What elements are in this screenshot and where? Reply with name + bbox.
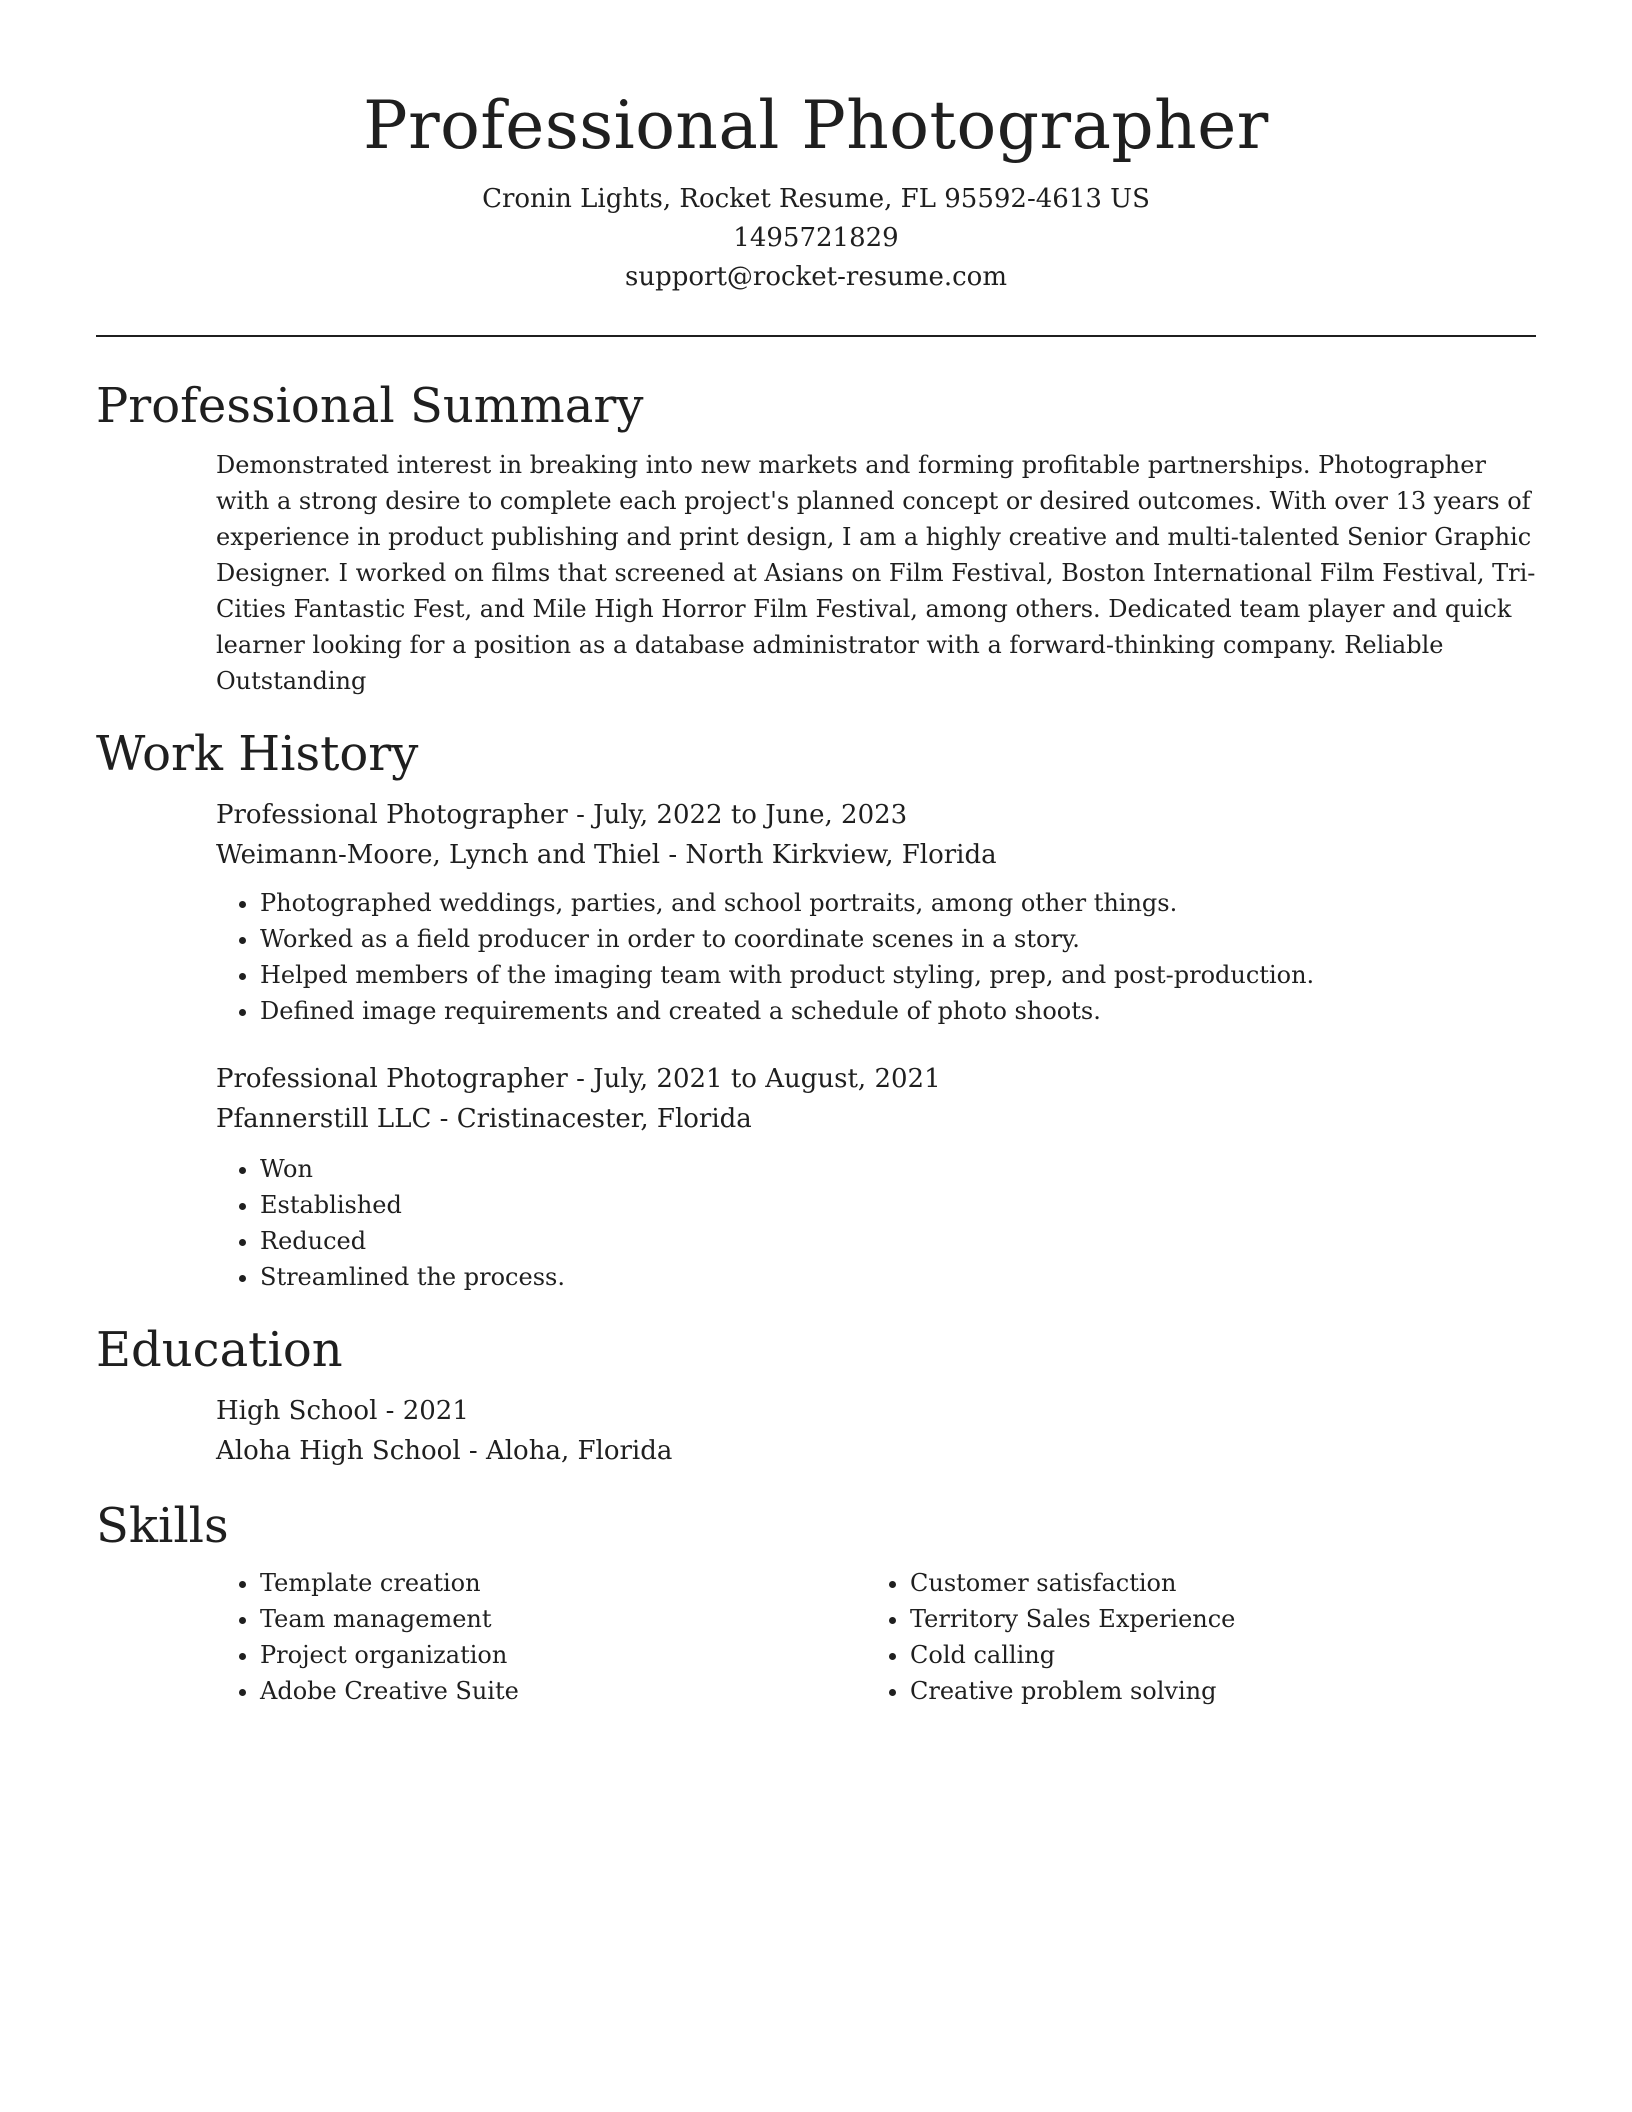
education-location: Aloha, Florida — [485, 1436, 673, 1466]
education-separator: - — [468, 1436, 486, 1466]
list-item: • Photographed weddings, parties, and school portraits, among other things. — [260, 885, 1536, 921]
education-school: Aloha High School — [216, 1436, 461, 1466]
education-degree: High School — [216, 1396, 378, 1426]
job-bullets — [216, 1151, 1536, 1295]
skills-title: Skills — [96, 1498, 229, 1554]
skill-item: • Team management — [260, 1601, 866, 1637]
list-item: • Established — [260, 1187, 1536, 1223]
job-company-line — [216, 835, 1536, 875]
work-history-title: Work History — [96, 726, 419, 782]
job-dates: July, 2022 to June, 2023 — [593, 800, 908, 830]
skill-item: • Creative problem solving — [910, 1673, 1516, 1709]
job-role: Professional Photographer — [216, 1064, 568, 1094]
skills-body — [96, 1565, 1536, 1709]
list-item: • Streamlined the process. — [260, 1259, 1536, 1295]
skill-item: • Project organization — [260, 1637, 866, 1673]
job-bullets — [216, 885, 1536, 1029]
list-item: • Won — [260, 1151, 1536, 1187]
job-separator: - — [576, 1064, 594, 1094]
education-body — [96, 1391, 1536, 1471]
education-school-line — [216, 1431, 1536, 1471]
list-item: • Helped members of the imaging team with product styling, prep, and post-production. — [260, 957, 1536, 993]
candidate-name: Professional Photographer — [363, 87, 1269, 164]
work-history-section — [96, 723, 1536, 1295]
summary-text: Demonstrated interest in breaking into new markets and forming profitable partnerships. Photographer with a strong desire to complete each project's planned concept or desired outcomes. With over 13 years of experience in product publishing and print design, I am a highly creative and multi-talented Senior Graphic Designer. I worked on films that screened at Asians on Film Festival, Boston International Film Festival, Tri-Cities Fantastic Fest, and Mile High Horror Film Festival, among others. Dedicated team player and quick learner looking for a position as a database administrator with a forward-thinking company. Reliable Outstanding — [216, 451, 1536, 695]
job-title-line — [216, 795, 1536, 835]
education-year: 2021 — [402, 1396, 469, 1426]
job-company: Weimann-Moore, Lynch and Thiel — [216, 840, 661, 870]
skill-item: • Cold calling — [910, 1637, 1516, 1673]
education-separator: - — [385, 1396, 403, 1426]
job-separator: - — [439, 1104, 457, 1134]
job-company-line — [216, 1099, 1536, 1139]
skills-column-right — [866, 1565, 1516, 1709]
job-role: Professional Photographer — [216, 800, 568, 830]
education-section — [96, 1319, 1536, 1471]
skill-item: • Customer satisfaction — [910, 1565, 1516, 1601]
job-entry — [216, 795, 1536, 1029]
summary-body — [96, 447, 1536, 699]
skill-item: • Adobe Creative Suite — [260, 1673, 866, 1709]
header-divider — [96, 335, 1536, 337]
skills-list-right — [866, 1565, 1516, 1709]
work-history-body — [96, 795, 1536, 1295]
resume-header — [96, 0, 1536, 297]
summary-title: Professional Summary — [96, 378, 644, 434]
summary-section — [96, 375, 1536, 699]
job-separator: - — [576, 800, 594, 830]
education-degree-line — [216, 1391, 1536, 1431]
job-title-line — [216, 1059, 1536, 1099]
skill-item: • Template creation — [260, 1565, 866, 1601]
skill-item: • Territory Sales Experience — [910, 1601, 1516, 1637]
list-item: • Worked as a field producer in order to coordinate scenes in a story. — [260, 921, 1536, 957]
contact-email: support@rocket-resume.com — [624, 262, 1007, 292]
job-location: Cristinacester, Florida — [456, 1104, 752, 1134]
skills-section — [96, 1495, 1536, 1709]
contact-address: Cronin Lights, Rocket Resume, FL 95592-4613 US — [482, 184, 1150, 214]
job-location: North Kirkview, Florida — [685, 840, 997, 870]
job-dates: July, 2021 to August, 2021 — [593, 1064, 941, 1094]
job-separator: - — [668, 840, 686, 870]
job-company: Pfannerstill LLC — [216, 1104, 432, 1134]
skills-list-left — [216, 1565, 866, 1709]
contact-phone: 1495721829 — [733, 223, 899, 253]
skills-column-left — [216, 1565, 866, 1709]
job-entry — [216, 1059, 1536, 1295]
list-item: • Defined image requirements and created a schedule of photo shoots. — [260, 993, 1536, 1029]
education-title: Education — [96, 1322, 343, 1378]
list-item: • Reduced — [260, 1223, 1536, 1259]
